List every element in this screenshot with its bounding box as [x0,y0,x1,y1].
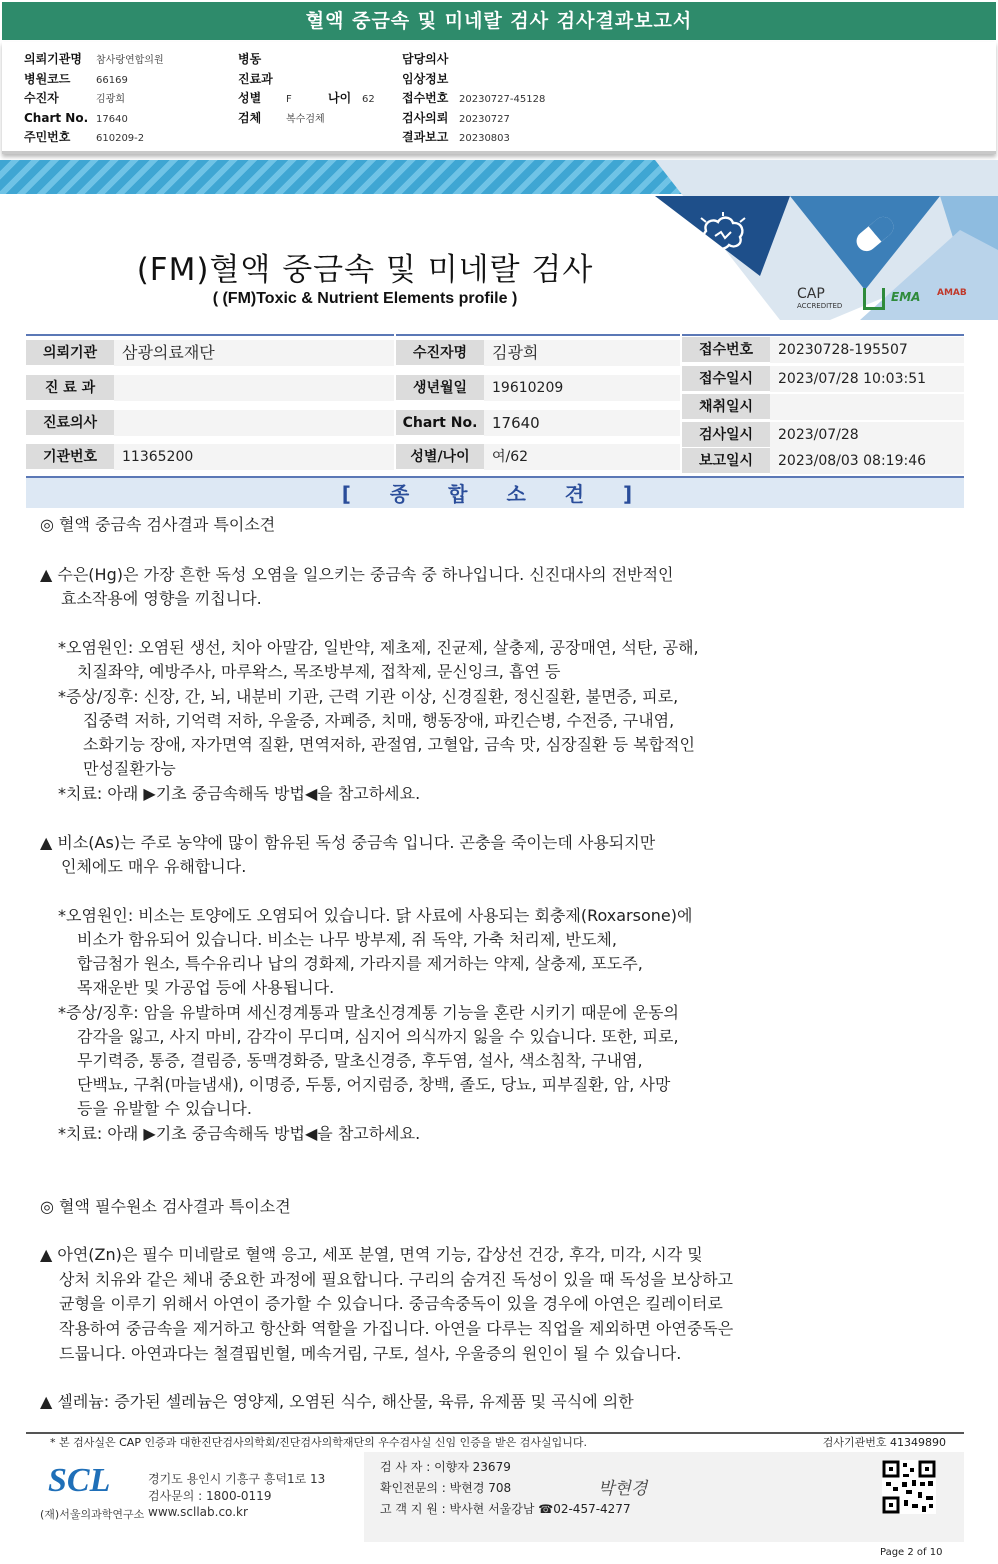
body-line: 효소작용에 영향을 끼칩니다. [61,589,262,608]
body-line: *증상/징후: 신장, 간, 뇌, 내분비 기관, 근력 기관 이상, 신경질환, 정신질환, 불면증, 피로, [58,687,679,706]
body-line: 상처 치유와 같은 체내 중요한 과정에 필요합니다. 구리의 숨겨진 독성이 있을 때 독성을 보상하고 [59,1270,733,1289]
field-value: 17640 [484,410,680,436]
field-label: 의뢰기관 [26,340,114,366]
body-line: 소화기능 장애, 자가면역 질환, 면역저하, 관절염, 고혈압, 금속 맛, 심장질환 등 복합적인 [83,735,695,754]
body-line: 감각을 잃고, 사지 마비, 감각이 무디며, 심지어 의식까지 잃을 수 있습니다. 또한, 피로, [77,1027,679,1046]
field-label: 검사일시 [682,422,770,448]
qr-code-icon [882,1460,936,1514]
field-value [114,410,394,436]
field-label: 진 료 과 [26,375,114,401]
table-top-rule [682,334,964,336]
top-info-value: 참사랑연합의원 [96,55,164,66]
customer-support: 고 객 지 원 : 박사현 서울강남 ☎02-457-4277 [380,1502,631,1516]
body-line: 치질좌약, 예방주사, 마루왁스, 목조방부제, 접착제, 문신잉크, 흡연 등 [77,662,561,681]
top-info-row [402,128,545,148]
top-info-label: 검체 [238,110,262,125]
field-value: 2023/07/28 10:03:51 [770,366,964,392]
top-info-label: 의뢰기관명 [24,52,82,66]
top-info-value: 17640 [96,113,128,125]
field-label: 진료의사 [26,410,114,436]
footer-note-bar [26,1432,964,1452]
top-info-value: 20230803 [459,133,510,144]
org-number: 검사기관번호 41349890 [822,1436,946,1449]
age-label: 나이 [328,91,352,105]
body-line: 등을 유발할 수 있습니다. [77,1099,252,1118]
top-info-label: 병원코드 [24,71,71,86]
body-line: 합금첨가 원소, 특수유리나 납의 경화제, 가라지를 제거하는 약제, 살충제, 포도주, [77,954,643,973]
org-phone: 검사문의 : 1800-0119 [148,1489,272,1503]
top-info-row [24,50,164,70]
field-value [114,375,394,401]
report-title: (FM)혈액 중금속 및 미네랄 검사 [136,252,594,288]
top-info-row [24,128,164,148]
lm-logo [863,288,885,310]
body-line: *오염원인: 오염된 생선, 치아 아말감, 일반약, 제초제, 진균제, 살충제, 공장매연, 석탄, 공해, [58,638,699,657]
top-info-label: 진료과 [238,71,273,86]
ema-logo: EMA [891,290,921,304]
field-value: 19610209 [484,375,680,401]
top-info-label: 성별 [238,91,262,105]
body-line: 균형을 이루기 위해서 아연이 증가할 수 있습니다. 중금속중독이 있을 경우에 아연은 킬레이터로 [59,1294,723,1313]
top-info-label: 결과보고 [402,130,449,144]
top-info-row [402,109,545,129]
field-label: 접수일시 [682,366,770,392]
signature: 박현경 [598,1479,648,1499]
certification-note: * 본 검사실은 CAP 인증과 대한진단검사의학회/진단검사의학재단의 우수검사실 신임 인증을 받은 검사실입니다. [50,1436,588,1449]
top-info-row [402,89,545,109]
top-info-label: 접수번호 [402,91,449,105]
footer-box [26,1452,964,1542]
field-value: 11365200 [114,444,394,470]
field-value: 2023/08/03 08:19:46 [770,448,964,474]
field-value: 여/62 [484,444,680,470]
body-line: ▲ 수은(Hg)은 가장 흔한 독성 오염을 일으키는 중금속 중 하나입니다. 신진대사의 전반적인 [40,565,674,584]
tester: 검 사 자 : 이향자 23679 [380,1460,511,1474]
field-label: 수진자명 [396,340,484,366]
top-info-col-2 [238,50,375,128]
age-value: 62 [362,94,375,105]
field-label: 채취일시 [682,394,770,420]
body-line: 목재운반 및 가공업 등에 사용됩니다. [77,978,335,997]
body-line: 집중력 저하, 기억력 저하, 우울증, 자폐증, 치매, 행동장애, 파킨슨병, 수전증, 구내염, [83,711,675,730]
cap-logo: CAP [797,286,825,302]
field-value [770,394,964,420]
table-top-rule [26,334,394,336]
top-info-col-1 [24,50,164,148]
amab-logo: AMAB [937,288,967,298]
top-info-row [24,109,164,129]
body-line: *오염원인: 비소는 토양에도 오염되어 있습니다. 닭 사료에 사용되는 회충제(Roxarsone)에 [58,906,693,925]
body-line: ▲ 비소(As)는 주로 농약에 많이 함유된 독성 중금속 입니다. 곤충을 죽이는데 사용되지만 [40,833,656,852]
top-info-row [24,70,164,90]
field-label: 생년월일 [396,375,484,401]
body-line: ▲ 셀레늄: 증가된 셀레늄은 영양제, 오염된 식수, 해산물, 육류, 유제품 및 곡식에 의한 [40,1392,634,1411]
field-value: 2023/07/28 [770,422,964,448]
field-label: Chart No. [396,410,484,436]
accreditation-logos [795,284,965,314]
top-info-row [238,70,375,90]
field-label: 성별/나이 [396,444,484,470]
org-website: www.scllab.co.kr [148,1505,248,1519]
page-number: Page 2 of 10 [880,1547,943,1558]
top-info-row [238,109,375,129]
top-info-value: 복수검체 [286,113,325,125]
top-info-value: 66169 [96,74,128,86]
field-value: 20230728-195507 [770,337,964,363]
top-info-panel [2,42,996,154]
body-line: 단백뇨, 구취(마늘냄새), 이명증, 두통, 어지럼증, 창백, 졸도, 당뇨, 피부질환, 암, 사망 [77,1075,671,1094]
body-line: *증상/징후: 암을 유발하며 세신경계통과 말초신경계통 기능을 혼란 시키기 때문에 운동의 [58,1003,679,1022]
top-info-label: 수진자 [24,91,59,105]
top-info-row [238,89,375,109]
field-label: 보고일시 [682,448,770,474]
body-line: 드뭅니다. 아연과다는 철결핍빈혈, 메속거림, 구토, 설사, 우울증의 원인이 될 수 있습니다. [59,1344,682,1363]
top-info-label: 검사의뢰 [402,110,449,125]
top-info-label: 임상정보 [402,71,449,86]
body-line: ▲ 아연(Zn)은 필수 미네랄로 혈액 응고, 세포 분열, 면역 기능, 갑상선 건강, 후각, 미각, 시각 및 [40,1245,703,1264]
top-info-label: 병동 [238,52,262,66]
accredited-text: ACCREDITED [797,302,843,310]
top-info-row [24,89,164,109]
top-info-value: F [286,94,292,105]
footer-org-panel [26,1452,364,1542]
body-line: 비소가 함유되어 있습니다. 비소는 나무 방부제, 쥐 독약, 가축 처리제, 반도체, [77,930,617,949]
field-label: 기관번호 [26,444,114,470]
top-info-label: 주민번호 [24,130,71,144]
report-top-title: 혈액 중금속 및 미네랄 검사 검사결과보고서 [2,2,996,40]
top-info-label: Chart No. [24,110,89,125]
field-label: 접수번호 [682,337,770,363]
body-line: 인체에도 매우 유해합니다. [61,857,247,876]
specialist: 확인전문의 : 박현경 708 [380,1481,512,1495]
section-heading: ◎ 혈액 필수원소 검사결과 특이소견 [40,1197,291,1216]
field-value: 김광희 [484,340,680,366]
top-info-value: 김광희 [96,94,125,105]
capsule-icon [848,207,902,261]
summary-header: [ 종 합 소 견 ] [26,476,964,508]
body-line: 작용하여 중금속을 제거하고 항산화 역할을 가집니다. 아연을 다루는 직업을 제외하면 아연중독은 [59,1319,734,1338]
body-line: *치료: 아래 ▶기초 중금속해독 방법◀을 참고하세요. [58,1124,421,1143]
top-info-label: 담당의사 [402,52,449,66]
top-info-value: 610209-2 [96,133,145,144]
report-subtitle: ( (FM)Toxic & Nutrient Elements profile ) [212,290,518,307]
top-info-value: 20230727-45128 [459,94,546,105]
section-heading: ◎ 혈액 중금속 검사결과 특이소견 [40,515,276,534]
field-value: 삼광의료재단 [114,340,394,366]
top-info-row [402,70,545,90]
org-name: (재)서울의과학연구소 [40,1508,145,1521]
org-address: 경기도 용인시 기흥구 흥덕1로 13 [148,1472,326,1486]
scl-logo: SCL [48,1462,111,1499]
body-line: 무기력증, 통증, 결림증, 동맥경화증, 말초신경증, 후두염, 설사, 색소침착, 구내염, [77,1051,643,1070]
top-info-row [238,50,375,70]
top-info-row [402,50,545,70]
body-line: *치료: 아래 ▶기초 중금속해독 방법◀을 참고하세요. [58,784,421,803]
top-info-value: 20230727 [459,113,510,125]
table-top-rule [396,334,680,336]
body-line: 만성질환가능 [83,759,176,778]
top-info-col-3 [402,50,545,148]
